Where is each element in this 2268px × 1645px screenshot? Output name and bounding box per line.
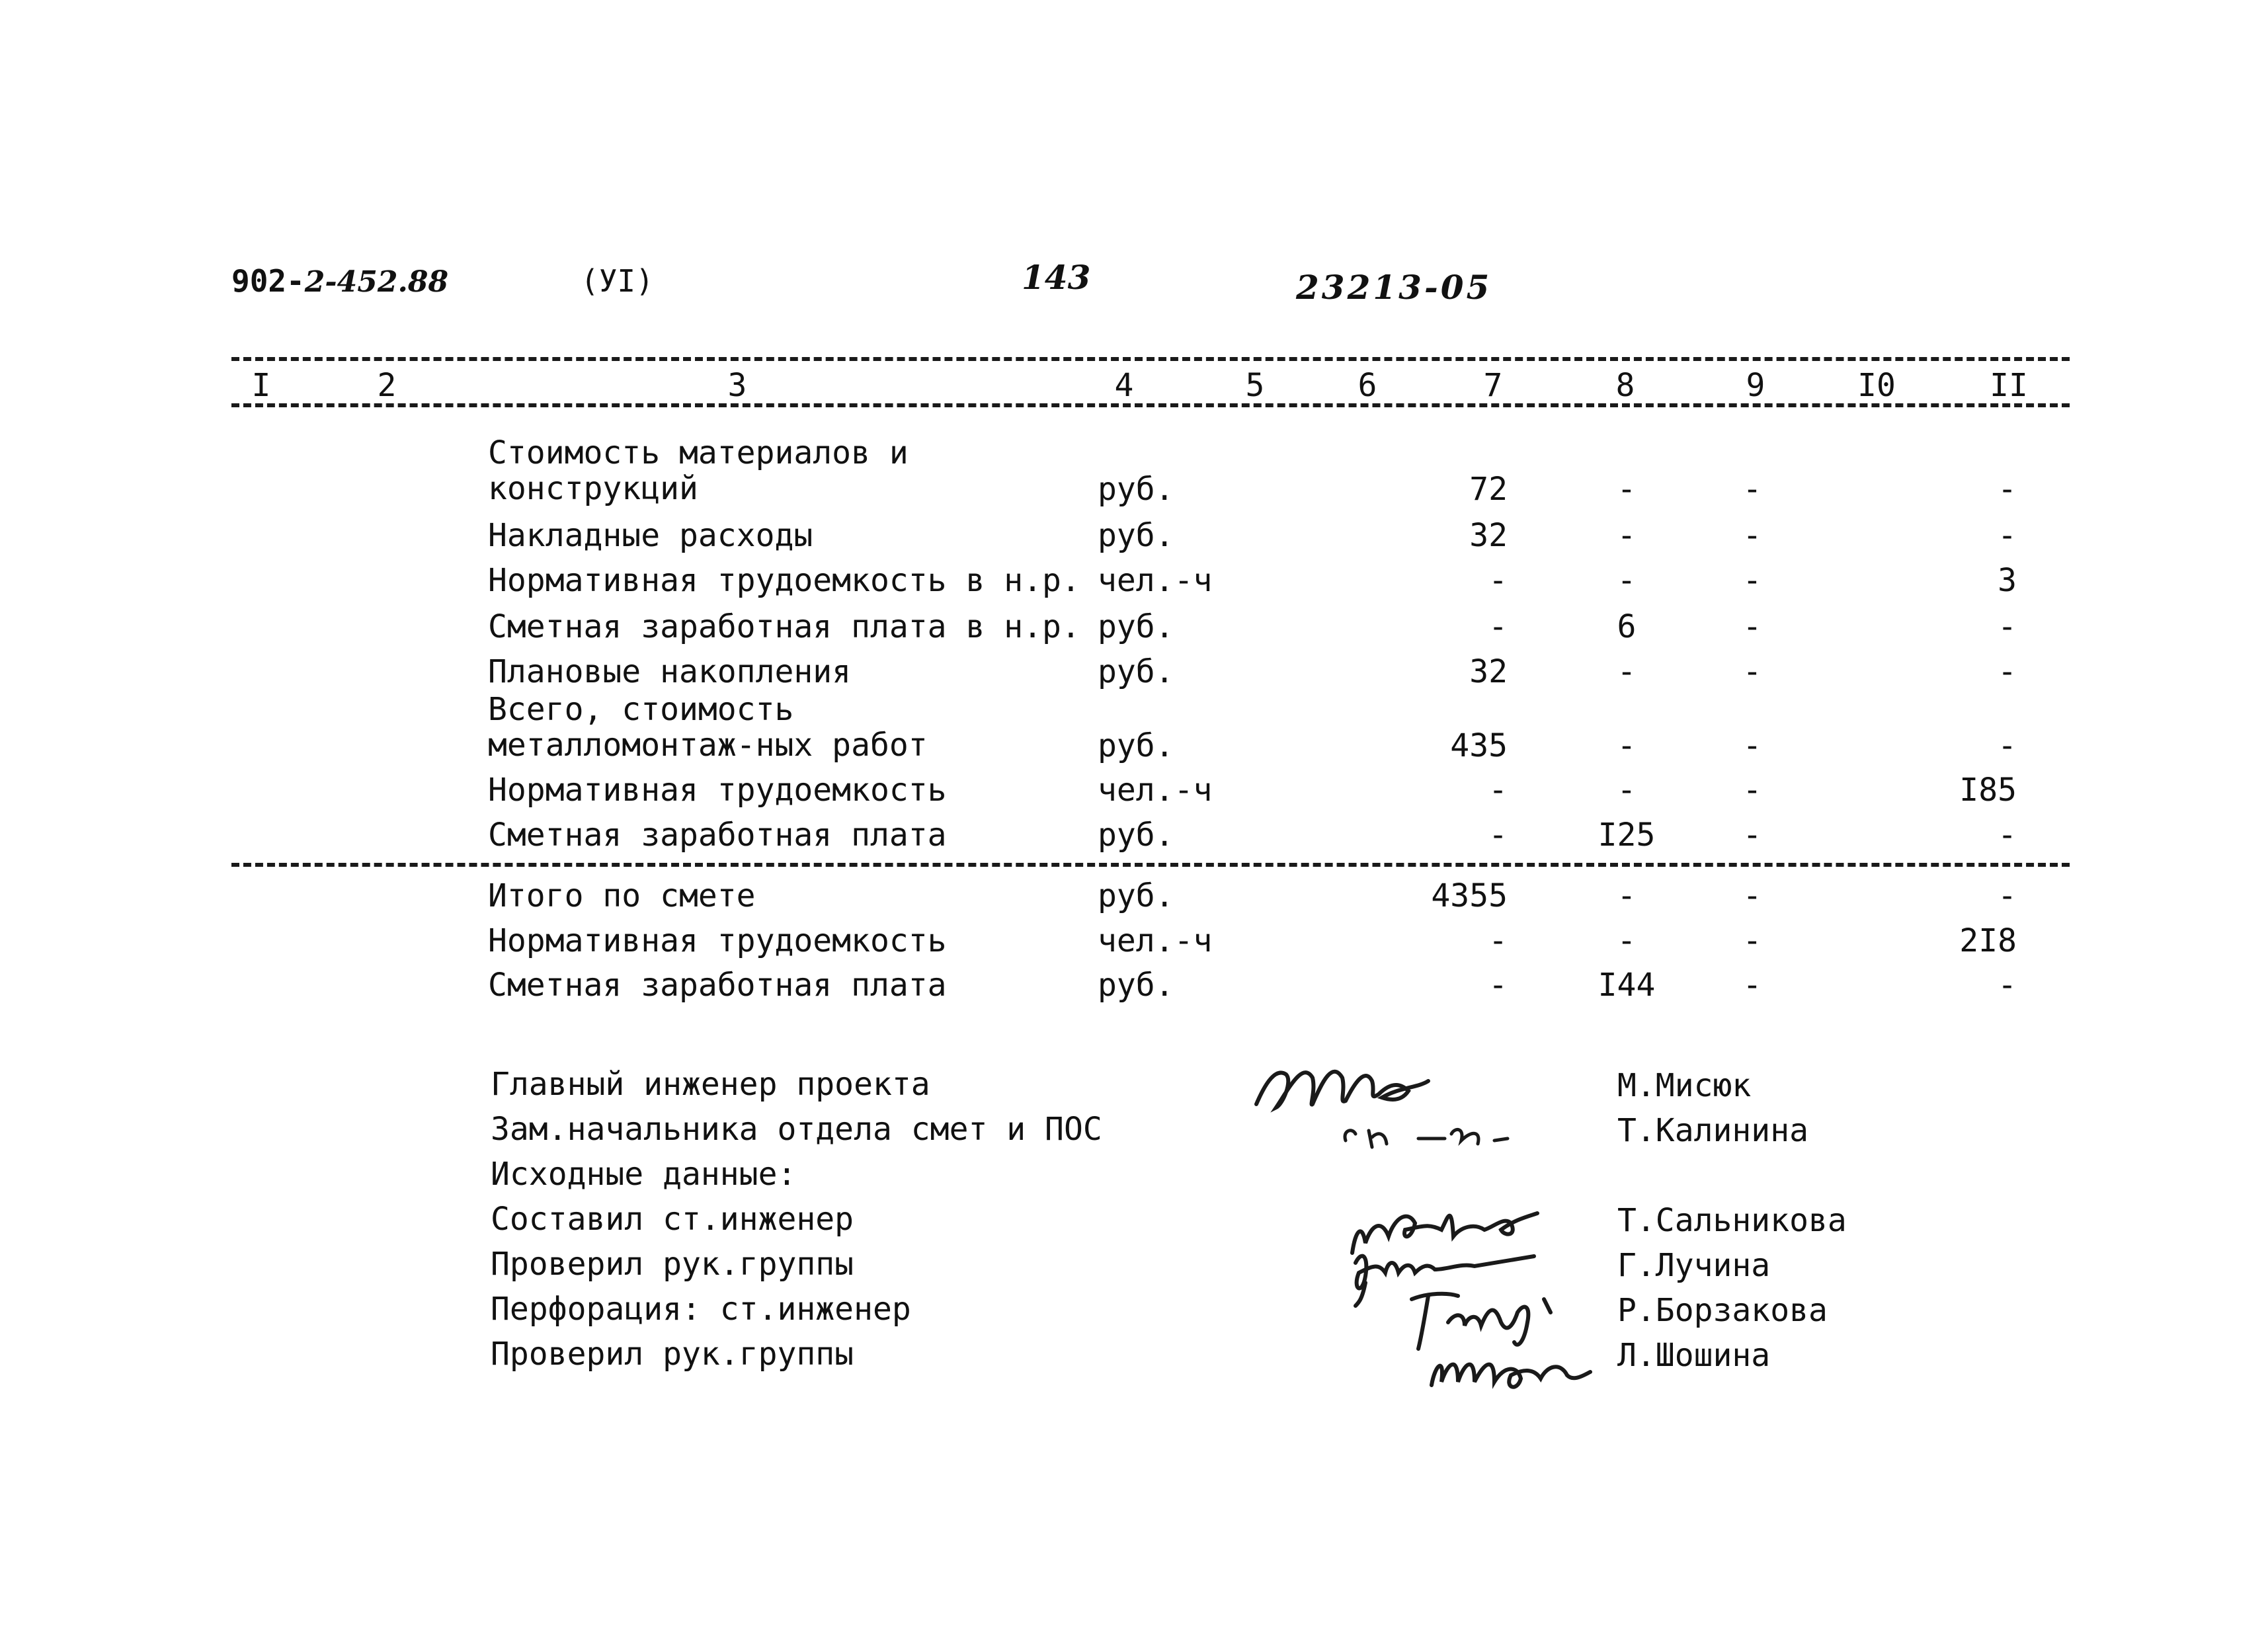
row-col9: - <box>1742 471 1762 508</box>
row-col9: - <box>1742 877 1762 914</box>
signature-shoshina <box>1422 1336 1594 1402</box>
row-label: Итого по смете <box>488 877 756 914</box>
col-3: 3 <box>727 367 747 404</box>
row-col11: - <box>1998 517 2017 554</box>
totals-row <box>0 869 2268 916</box>
sig-role: Исходные данные: <box>491 1156 797 1193</box>
section-label: (УI) <box>581 263 654 299</box>
header-rule-top <box>231 357 2070 361</box>
table-row <box>0 645 2268 692</box>
table-row <box>0 434 2268 509</box>
totals-divider <box>231 863 2070 867</box>
row-col11: - <box>1998 471 2017 508</box>
row-col8: I44 <box>1598 967 1656 1004</box>
row-label: Сметная заработная плата <box>488 817 947 854</box>
signature-kalinina <box>1339 1111 1511 1164</box>
row-label: Сметная заработная плата <box>488 967 947 1004</box>
table-row <box>0 691 2268 766</box>
row-col8: - <box>1617 877 1637 914</box>
col-4: 4 <box>1114 367 1134 404</box>
row-unit: руб. <box>1098 727 1174 764</box>
row-col7: - <box>1488 817 1508 854</box>
row-col7: - <box>1488 562 1508 599</box>
row-col9: - <box>1742 608 1762 645</box>
table-row <box>0 809 2268 855</box>
row-col11: 2I8 <box>1959 922 2017 959</box>
row-label: Нормативная трудоемкость в н.р. <box>488 562 1080 599</box>
row-col9: - <box>1742 967 1762 1004</box>
sig-role: Зам.начальника отдела смет и ПОС <box>491 1111 1102 1148</box>
row-col8: - <box>1617 922 1637 959</box>
doc-code <box>231 263 448 299</box>
sig-name: М.Мисюк <box>1617 1067 1752 1104</box>
row-col11: - <box>1998 877 2017 914</box>
row-col8: - <box>1617 471 1637 508</box>
row-col11: - <box>1998 817 2017 854</box>
page-number: 143 <box>1022 258 1091 297</box>
row-col9: - <box>1742 562 1762 599</box>
row-col7: - <box>1488 608 1508 645</box>
doc-code-prefix: 902- <box>231 263 305 299</box>
row-col11: I85 <box>1959 772 2017 809</box>
row-col7: 32 <box>1469 517 1508 554</box>
col-8: 8 <box>1615 367 1635 404</box>
row-unit: руб. <box>1098 653 1174 690</box>
col-2: 2 <box>377 367 397 404</box>
row-col9: - <box>1742 922 1762 959</box>
table-row <box>0 554 2268 600</box>
sig-name: Г.Лучина <box>1617 1247 1771 1284</box>
row-unit: руб. <box>1098 817 1174 854</box>
row-col8: - <box>1617 653 1637 690</box>
doc-code-handwritten: 2-452.88 <box>304 265 449 299</box>
row-col9: - <box>1742 727 1762 764</box>
row-col8: - <box>1617 562 1637 599</box>
row-unit: чел.-ч <box>1098 772 1213 809</box>
row-col11: - <box>1998 967 2017 1004</box>
row-unit: руб. <box>1098 517 1174 554</box>
row-label: Плановые накопления <box>488 653 852 690</box>
row-col7: 72 <box>1469 471 1508 508</box>
row-unit: чел.-ч <box>1098 562 1213 599</box>
row-label: Стоимость материалов и конструкций <box>488 434 909 507</box>
row-col11: 3 <box>1998 562 2017 599</box>
row-label: Всего, стоимость металломонтаж-ных работ <box>488 691 928 764</box>
row-col8: - <box>1617 727 1637 764</box>
sig-name: Л.Шошина <box>1617 1337 1771 1374</box>
col-9: 9 <box>1746 367 1765 404</box>
row-col11: - <box>1998 608 2017 645</box>
totals-row <box>0 914 2268 961</box>
row-col7: - <box>1488 922 1508 959</box>
header-rule-bottom <box>231 403 2070 407</box>
row-label: Сметная заработная плата в н.р. <box>488 608 1080 645</box>
row-col9: - <box>1742 817 1762 854</box>
col-7: 7 <box>1483 367 1503 404</box>
row-unit: руб. <box>1098 471 1174 508</box>
row-col9: - <box>1742 772 1762 809</box>
row-unit: чел.-ч <box>1098 922 1213 959</box>
row-col7: 435 <box>1450 727 1508 764</box>
col-6: 6 <box>1357 367 1377 404</box>
col-11: II <box>1990 367 2028 404</box>
row-label: Накладные расходы <box>488 517 813 554</box>
row-unit: руб. <box>1098 877 1174 914</box>
sig-role: Составил ст.инженер <box>491 1201 854 1238</box>
sig-name: Р.Борзакова <box>1617 1292 1828 1329</box>
row-col11: - <box>1998 653 2017 690</box>
row-label: Нормативная трудоемкость <box>488 922 947 959</box>
totals-row <box>0 959 2268 1005</box>
sig-role: Проверил рук.группы <box>491 1336 854 1373</box>
row-col11: - <box>1998 727 2017 764</box>
row-unit: руб. <box>1098 967 1174 1004</box>
col-1: I <box>251 367 271 404</box>
row-col9: - <box>1742 653 1762 690</box>
table-row <box>0 509 2268 555</box>
row-col8: - <box>1617 517 1637 554</box>
row-col7: - <box>1488 967 1508 1004</box>
row-col9: - <box>1742 517 1762 554</box>
row-label: Нормативная трудоемкость <box>488 772 947 809</box>
table-row <box>0 600 2268 647</box>
row-col8: - <box>1617 772 1637 809</box>
row-col7: 32 <box>1469 653 1508 690</box>
col-5: 5 <box>1245 367 1265 404</box>
row-col8: 6 <box>1617 608 1637 645</box>
sig-role: Главный инженер проекта <box>491 1066 930 1103</box>
row-col7: - <box>1488 772 1508 809</box>
sig-name: Т.Сальникова <box>1617 1202 1847 1239</box>
sig-role: Проверил рук.группы <box>491 1246 854 1283</box>
table-row <box>0 764 2268 810</box>
reference-number: 23213-05 <box>1296 268 1492 307</box>
row-col7: 4355 <box>1431 877 1508 914</box>
sig-role: Перфорация: ст.инженер <box>491 1291 911 1328</box>
row-unit: руб. <box>1098 608 1174 645</box>
row-col8: I25 <box>1598 817 1656 854</box>
col-10: I0 <box>1857 367 1896 404</box>
sig-name: Т.Калинина <box>1617 1112 1808 1149</box>
